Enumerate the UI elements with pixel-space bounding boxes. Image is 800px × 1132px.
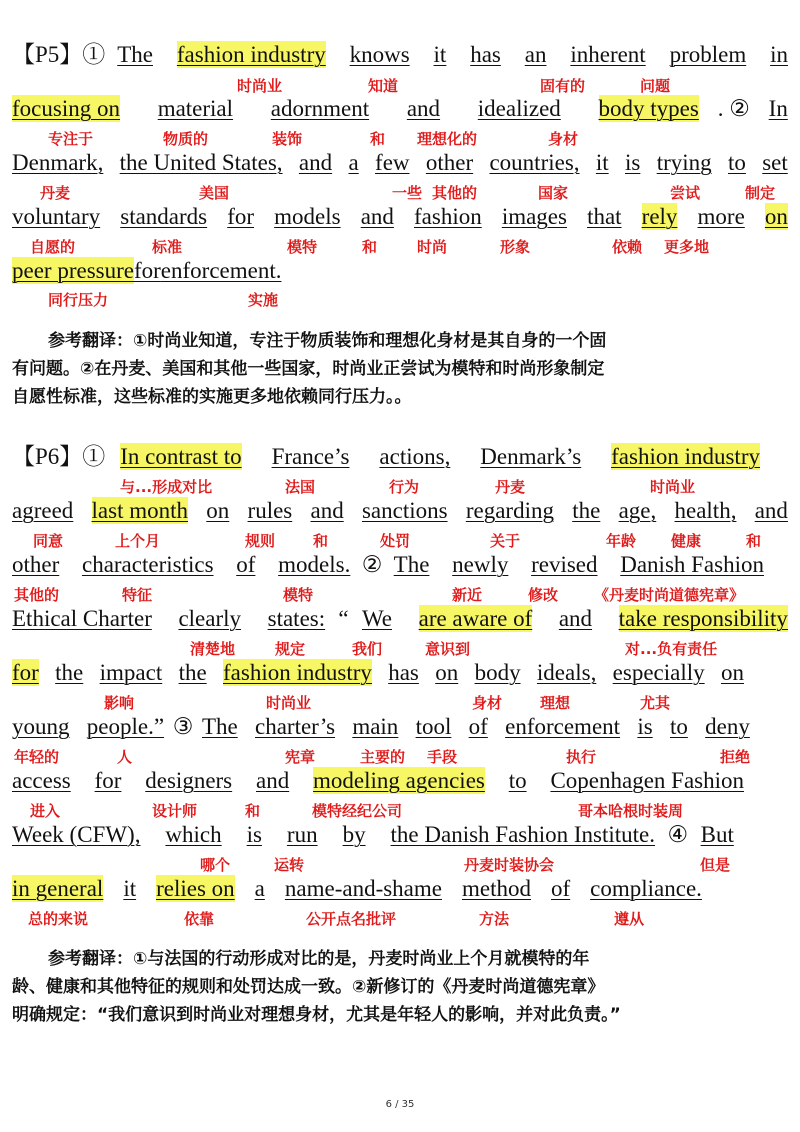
underlined-word: countries,: [489, 150, 580, 175]
underlined-word: people.”: [86, 714, 165, 739]
underlined-word: health,: [674, 498, 737, 523]
chinese-gloss: 意识到: [425, 640, 471, 658]
chinese-gloss: 运转: [274, 856, 305, 874]
chinese-gloss: 进入: [30, 802, 61, 820]
underlined-word: Denmark,: [12, 150, 104, 175]
underlined-word: models.: [278, 552, 351, 577]
chinese-gloss: 时尚业: [266, 694, 312, 712]
highlighted-vocab-word: in general: [12, 876, 104, 901]
chinese-gloss: 一些: [392, 184, 423, 202]
underlined-word: The: [201, 714, 238, 739]
text-span: ③: [172, 714, 194, 739]
underlined-word: other: [425, 150, 474, 175]
underlined-word: name-and-shame: [284, 876, 442, 901]
translation-line: 龄、健康和其他特征的规则和处罚达成一致。②新修订的《丹麦时尚道德宪章》: [12, 977, 605, 997]
underlined-word: main: [352, 714, 399, 739]
chinese-gloss: 知道: [368, 77, 399, 95]
chinese-gloss: 我们: [352, 640, 383, 658]
chinese-gloss: 同意: [33, 532, 64, 550]
underlined-word: and: [754, 498, 788, 523]
underlined-word: designers: [145, 768, 233, 793]
chinese-gloss: 装饰: [272, 130, 303, 148]
translation-line: 参考翻译：①时尚业知道，专注于物质装饰和理想化身材是其自身的一个固: [48, 331, 607, 351]
chinese-gloss: 和: [245, 802, 261, 820]
chinese-gloss: 依赖: [612, 238, 643, 256]
underlined-word: knows: [349, 42, 410, 67]
p5-line: [12, 203, 788, 230]
text-span: ④: [667, 822, 689, 847]
underlined-word: method: [461, 876, 531, 901]
chinese-gloss: 遵从: [614, 910, 645, 928]
highlighted-vocab-word: relies on: [156, 876, 235, 901]
text-span: 【P6】①: [12, 444, 106, 469]
chinese-gloss: 身材: [472, 694, 503, 712]
chinese-gloss: 拒绝: [720, 748, 751, 766]
chinese-gloss: 新近: [452, 586, 483, 604]
highlighted-vocab-word: fashion industry: [223, 660, 372, 685]
chinese-gloss: 和: [746, 532, 762, 550]
highlighted-vocab-word: rely: [641, 204, 678, 229]
chinese-gloss: 《丹麦时尚道德宪章》: [594, 586, 745, 604]
chinese-gloss: 宪章: [285, 748, 316, 766]
underlined-word: Denmark’s: [480, 444, 582, 469]
underlined-word: it: [595, 150, 609, 175]
underlined-word: images: [501, 204, 567, 229]
chinese-gloss: 专注于: [48, 130, 94, 148]
underlined-word: age,: [618, 498, 657, 523]
chinese-gloss: 身材: [548, 130, 579, 148]
underlined-word: that: [587, 204, 622, 229]
translation-line: 有问题。②在丹麦、美国和其他一些国家，时尚业正尝试为模特和时尚形象制定: [12, 359, 605, 379]
chinese-gloss: 哥本哈根时装周: [578, 802, 684, 820]
underlined-word: fashion: [414, 204, 482, 229]
chinese-gloss: 主要的: [360, 748, 406, 766]
highlighted-vocab-word: fashion industry: [176, 42, 326, 67]
underlined-word: and: [255, 768, 290, 793]
p6-reference-translation: [12, 945, 788, 1029]
chinese-gloss: 理想: [540, 694, 571, 712]
underlined-word: and: [558, 606, 593, 631]
underlined-word: few: [375, 150, 410, 175]
underlined-word: a: [254, 876, 265, 901]
underlined-word: the: [572, 498, 601, 523]
underlined-word: for: [94, 768, 122, 793]
highlighted-vocab-word: on: [764, 204, 788, 229]
underlined-word: to: [508, 768, 527, 793]
chinese-gloss: 尝试: [670, 184, 701, 202]
p6-line: [12, 659, 744, 686]
underlined-word: the: [55, 660, 84, 685]
underlined-word: charter’s: [255, 714, 336, 739]
underlined-word: on: [435, 660, 459, 685]
underlined-word: in: [770, 42, 788, 67]
chinese-gloss: 修改: [528, 586, 559, 604]
underlined-word: ideals,: [536, 660, 597, 685]
highlighted-vocab-word: modeling agencies: [313, 768, 485, 793]
p6-line: [12, 551, 764, 578]
highlighted-vocab-word: body types: [598, 96, 699, 121]
underlined-word: on: [720, 660, 744, 685]
chinese-gloss: 影响: [104, 694, 135, 712]
highlighted-vocab-word: peer pressure: [12, 258, 134, 283]
underlined-word: standards: [120, 204, 208, 229]
chinese-gloss: 时尚业: [650, 478, 696, 496]
underlined-word: adornment: [270, 96, 370, 121]
underlined-word: The: [117, 42, 153, 67]
underlined-word: impact: [99, 660, 163, 685]
underlined-word: run: [286, 822, 318, 847]
underlined-word: young: [12, 714, 70, 739]
underlined-word: for: [133, 258, 161, 283]
chinese-gloss: 模特: [283, 586, 314, 604]
underlined-word: and: [310, 498, 344, 523]
underlined-word: characteristics: [81, 552, 214, 577]
underlined-word: of: [468, 714, 488, 739]
translation-line: 参考翻译：①与法国的行动形成对比的是，丹麦时尚业上个月就模特的年: [48, 949, 590, 969]
underlined-word: is: [625, 150, 641, 175]
chinese-gloss: 模特经纪公司: [312, 802, 403, 820]
highlighted-vocab-word: fashion industry: [611, 444, 760, 469]
chinese-gloss: 手段: [427, 748, 458, 766]
chinese-gloss: 处罚: [380, 532, 411, 550]
underlined-word: and: [360, 204, 394, 229]
underlined-word: tool: [415, 714, 452, 739]
chinese-gloss: 依靠: [184, 910, 215, 928]
chinese-gloss: 理想化的: [417, 130, 478, 148]
p6-line: [12, 767, 744, 794]
underlined-word: Copenhagen Fashion: [550, 768, 744, 793]
chinese-gloss: 模特: [287, 238, 318, 256]
underlined-word: the: [178, 660, 207, 685]
p5-line: [12, 257, 281, 284]
underlined-word: it: [433, 42, 447, 67]
chinese-gloss: 美国: [199, 184, 230, 202]
underlined-word: body: [474, 660, 521, 685]
underlined-word: regarding: [465, 498, 554, 523]
chinese-gloss: 规则: [245, 532, 276, 550]
chinese-gloss: 丹麦: [40, 184, 71, 202]
chinese-gloss: 行为: [389, 478, 420, 496]
underlined-word: actions,: [379, 444, 451, 469]
underlined-word: In: [768, 96, 788, 121]
underlined-word: Week (CFW),: [12, 822, 141, 847]
underlined-word: France’s: [271, 444, 350, 469]
text-span: “: [338, 606, 349, 631]
chinese-gloss: 和: [362, 238, 378, 256]
underlined-word: enforcement.: [160, 258, 282, 283]
chinese-gloss: 尤其: [640, 694, 671, 712]
underlined-word: set: [762, 150, 788, 175]
underlined-word: other: [12, 552, 60, 577]
chinese-gloss: 标准: [152, 238, 183, 256]
underlined-word: voluntary: [12, 204, 101, 229]
underlined-word: the Danish Fashion Institute.: [390, 822, 656, 847]
underlined-word: to: [669, 714, 688, 739]
underlined-word: sanctions: [361, 498, 448, 523]
translation-line: 明确规定：“我们意识到时尚业对理想身材，尤其是年轻人的影响，并对此负责。”: [12, 1005, 621, 1025]
highlighted-vocab-word: take responsibility: [618, 606, 788, 631]
p6-line: [12, 443, 760, 470]
chinese-gloss: 年龄: [606, 532, 637, 550]
underlined-word: revised: [531, 552, 598, 577]
translation-line: 自愿性标准，这些标准的实施更多地依赖同行压力。。: [12, 387, 412, 407]
chinese-gloss: 上个月: [115, 532, 161, 550]
chinese-gloss: 执行: [566, 748, 597, 766]
text-span: ②: [361, 552, 383, 577]
chinese-gloss: 同行压力: [48, 291, 109, 309]
underlined-word: But: [700, 822, 734, 847]
chinese-gloss: 时尚业: [237, 77, 283, 95]
underlined-word: more: [697, 204, 745, 229]
underlined-word: which: [165, 822, 222, 847]
chinese-gloss: 公开点名批评: [306, 910, 397, 928]
underlined-word: especially: [612, 660, 705, 685]
text-span: 【P5】①: [12, 42, 106, 67]
p6-line: [12, 605, 788, 632]
underlined-word: enforcement: [505, 714, 621, 739]
p5-line: [12, 95, 788, 122]
p5-reference-translation: [12, 327, 788, 411]
highlighted-vocab-word: for: [12, 660, 39, 685]
underlined-word: and: [406, 96, 441, 121]
chinese-gloss: 问题: [640, 77, 671, 95]
highlighted-vocab-word: In contrast to: [120, 444, 242, 469]
chinese-gloss: 方法: [479, 910, 510, 928]
underlined-word: newly: [452, 552, 509, 577]
chinese-gloss: 时尚: [417, 238, 448, 256]
chinese-gloss: 清楚地: [190, 640, 236, 658]
underlined-word: the United States,: [119, 150, 283, 175]
chinese-gloss: 健康: [671, 532, 702, 550]
underlined-word: compliance.: [590, 876, 702, 901]
underlined-word: it: [123, 876, 137, 901]
underlined-word: Ethical Charter: [12, 606, 152, 631]
p5-line: [12, 41, 788, 68]
underlined-word: of: [550, 876, 571, 901]
chinese-gloss: 丹麦: [495, 478, 526, 496]
highlighted-vocab-word: last month: [91, 498, 189, 523]
underlined-word: The: [393, 552, 430, 577]
chinese-gloss: 更多地: [664, 238, 710, 256]
chinese-gloss: 与...形成对比: [120, 478, 213, 496]
chinese-gloss: 人: [117, 748, 133, 766]
underlined-word: idealized: [477, 96, 561, 121]
chinese-gloss: 和: [313, 532, 329, 550]
underlined-word: an: [524, 42, 547, 67]
underlined-word: agreed: [12, 498, 74, 523]
chinese-gloss: 固有的: [540, 77, 586, 95]
underlined-word: trying: [656, 150, 712, 175]
chinese-gloss: 形象: [500, 238, 531, 256]
chinese-gloss: 实施: [248, 291, 279, 309]
p6-line: [12, 875, 702, 902]
underlined-word: clearly: [178, 606, 242, 631]
chinese-gloss: 设计师: [152, 802, 198, 820]
chinese-gloss: 特征: [122, 586, 153, 604]
underlined-word: deny: [705, 714, 750, 739]
p6-line: [12, 821, 734, 848]
highlighted-vocab-word: are aware of: [418, 606, 533, 631]
chinese-gloss: 对...负有责任: [625, 640, 718, 658]
underlined-word: and: [298, 150, 333, 175]
underlined-word: on: [206, 498, 230, 523]
underlined-word: has: [388, 660, 419, 685]
underlined-word: material: [157, 96, 234, 121]
underlined-word: models: [274, 204, 341, 229]
underlined-word: has: [470, 42, 501, 67]
underlined-word: rules: [247, 498, 293, 523]
chinese-gloss: 哪个: [200, 856, 231, 874]
p6-line: [12, 713, 750, 740]
underlined-word: access: [12, 768, 71, 793]
chinese-gloss: 规定: [275, 640, 306, 658]
chinese-gloss: 年轻的: [14, 748, 60, 766]
underlined-word: states:: [267, 606, 326, 631]
chinese-gloss: 丹麦时装协会: [464, 856, 555, 874]
chinese-gloss: 和: [370, 130, 386, 148]
chinese-gloss: 其他的: [432, 184, 478, 202]
p5-line: [12, 149, 788, 176]
underlined-word: for: [227, 204, 255, 229]
p6-line: [12, 497, 788, 524]
chinese-gloss: 法国: [285, 478, 316, 496]
underlined-word: Danish Fashion: [620, 552, 764, 577]
chinese-gloss: 物质的: [163, 130, 209, 148]
text-span: . ②: [717, 96, 750, 121]
chinese-gloss: 但是: [700, 856, 731, 874]
chinese-gloss: 总的来说: [28, 910, 89, 928]
underlined-word: by: [342, 822, 366, 847]
underlined-word: is: [246, 822, 262, 847]
chinese-gloss: 其他的: [14, 586, 60, 604]
page-number: 6 / 35: [385, 1099, 415, 1110]
chinese-gloss: 制定: [745, 184, 776, 202]
underlined-word: of: [236, 552, 256, 577]
highlighted-vocab-word: focusing on: [12, 96, 120, 121]
chinese-gloss: 自愿的: [30, 238, 76, 256]
underlined-word: a: [348, 150, 359, 175]
underlined-word: We: [361, 606, 393, 631]
underlined-word: problem: [669, 42, 747, 67]
chinese-gloss: 国家: [538, 184, 569, 202]
underlined-word: is: [637, 714, 653, 739]
underlined-word: to: [727, 150, 746, 175]
underlined-word: inherent: [570, 42, 646, 67]
chinese-gloss: 关于: [490, 532, 521, 550]
